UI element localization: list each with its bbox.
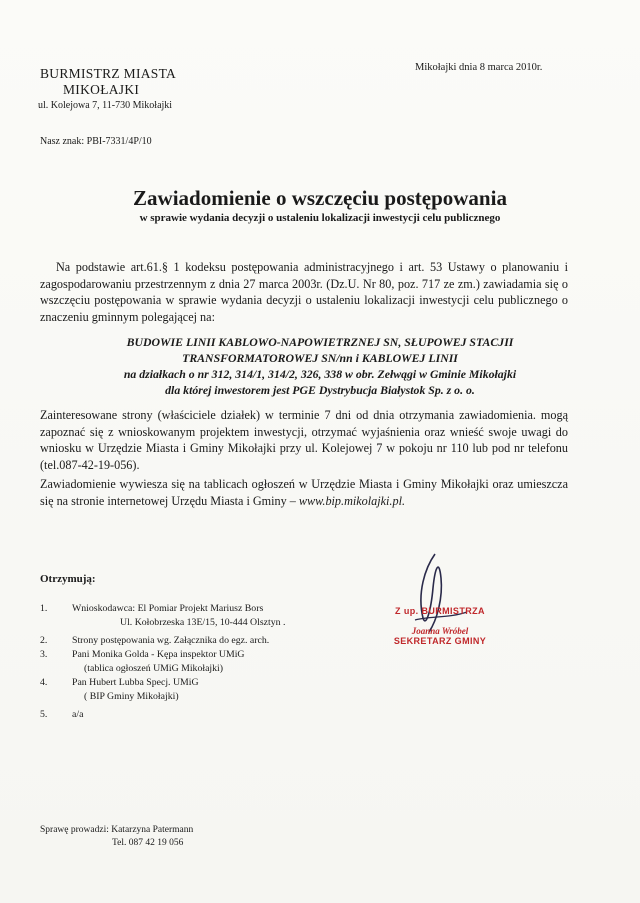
project-description <box>40 334 600 398</box>
list-item-number: 5. <box>40 709 48 720</box>
list-item-number: 2. <box>40 635 48 646</box>
recipients-list <box>40 602 285 722</box>
list-item-subline: Ul. Kołobrzeska 13E/15, 10-444 Olsztyn . <box>120 617 286 628</box>
reference-number: Nasz znak: PBI-7331/4P/10 <box>40 136 152 147</box>
list-item <box>40 708 285 722</box>
list-item-line: Pan Hubert Lubba Specj. UMiG <box>72 677 199 688</box>
list-item-line: Pani Monika Golda - Kępa inspektor UMiG <box>72 649 245 660</box>
sender-address: ul. Kolejowa 7, 11-730 Mikołajki <box>38 100 173 111</box>
list-item-subline: ( BIP Gminy Mikołajki) <box>84 691 179 702</box>
document-subtitle: w sprawie wydania decyzji o ustaleniu lokalizacji inwestycji celu publicznego <box>139 212 501 224</box>
list-item-line: Wnioskodawca: El Pomiar Projekt Mariusz Bors <box>72 603 264 614</box>
prepared-by <box>40 824 193 850</box>
project-line-4: dla której inwestorem jest PGE Dystrybucja Białystok Sp. z o. o. <box>165 383 475 397</box>
list-item-number: 1. <box>40 603 48 614</box>
list-item-line: Strony postępowania wg. Załącznika do egz. arch. <box>72 635 270 646</box>
list-item-line: a/a <box>72 709 84 720</box>
list-item <box>40 676 285 704</box>
paragraph-legal-basis: Na podstawie art.61.§ 1 kodeksu postępowania administracyjnego i art. 53 Ustawy o planowaniu i zagospodarowaniu przestrzennym z dnia 27 marca 2003r. (Dz.U. Nr 80, poz. 717 ze zm.) zawiadamia się o wszczęciu postępowania w sprawie wydania decyzji o ustaleniu lokalizacji inwestycji celu publicznego o znaczeniu gminnym polegającej na: <box>40 260 568 324</box>
list-item <box>40 602 285 630</box>
official-stamp <box>375 606 505 646</box>
paragraph-publication <box>40 476 568 509</box>
list-item-subline: (tablica ogłoszeń UMiG Mikołajki) <box>84 663 224 674</box>
document-title: Zawiadomienie o wszczęciu postępowania <box>133 186 507 210</box>
paragraph-parties: Zainteresowane strony (właściciele działek) w terminie 7 dni od dnia otrzymania zawiadomienia. mogą zapoznać się z wnioskowanym projektem inwestycji, otrzymać wyjaśnienia oraz wnieść swoje uwagi do wniosku w Urzędzie Miasta i Gminy Mikołajki przy ul. Kolejowej 7 w pokoju nr 110 lub pod nr telefonu (tel.087-42-19-056). <box>40 408 568 472</box>
publication-text: Zawiadomienie wywiesza się na tablicach ogłoszeń w Urzędzie Miasta i Gminy Mikołajki oraz umieszcza się na stronie internetowej Urzędu Miasta i Gminy – <box>40 477 568 508</box>
stamp-line-1: Z up. BURMISTRZA <box>395 606 485 616</box>
prepared-by-phone: Tel. 087 42 19 056 <box>112 838 184 848</box>
document-date: Mikołajki dnia 8 marca 2010r. <box>415 62 543 73</box>
sender-line-2: MIKOŁAJKI <box>63 82 140 97</box>
bip-link[interactable]: www.bip.mikolajki.pl. <box>298 493 405 508</box>
sender-line-1: BURMISTRZ MIASTA <box>40 66 177 81</box>
list-item-number: 3. <box>40 649 48 660</box>
project-line-1: BUDOWIE LINII KABLOWO-NAPOWIETRZNEJ SN, SŁUPOWEJ STACJII <box>126 335 514 349</box>
list-item <box>40 634 285 648</box>
sender-block <box>38 66 176 111</box>
prepared-by-name: Sprawę prowadzi: Katarzyna Patermann <box>40 825 194 835</box>
list-item-number: 4. <box>40 677 48 688</box>
project-line-2: TRANSFORMATOROWEJ SN/nn i KABLOWEJ LINII <box>182 351 458 365</box>
recipients-title: Otrzymują: <box>40 573 96 585</box>
stamp-line-3: SEKRETARZ GMINY <box>393 636 487 646</box>
stamp-line-2: Joanna Wróbel <box>411 626 469 636</box>
list-item <box>40 648 285 676</box>
project-line-3: na działkach o nr 312, 314/1, 314/2, 326, 338 w obr. Zełwągi w Gminie Mikołajki <box>123 367 517 381</box>
